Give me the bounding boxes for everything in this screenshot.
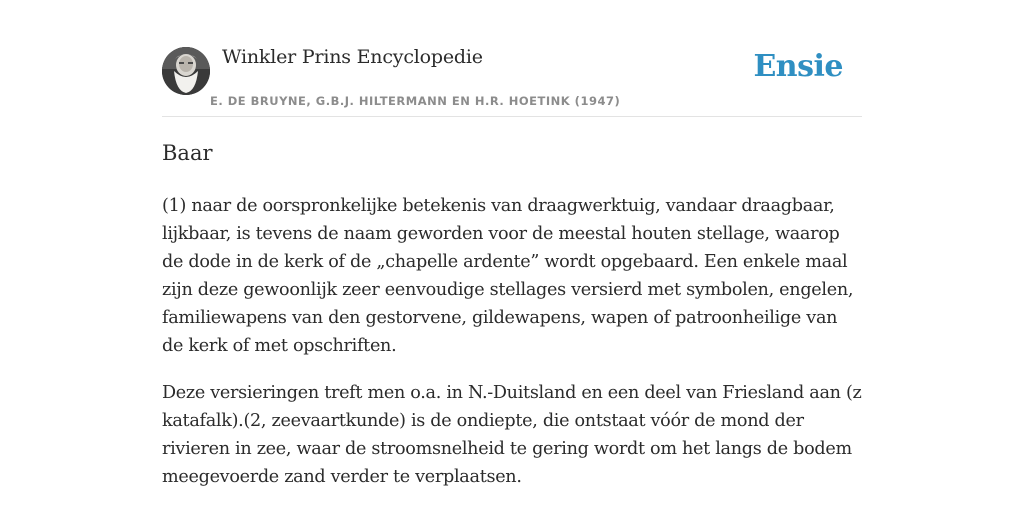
site-title[interactable]: Winkler Prins Encyclopedie xyxy=(222,46,483,68)
authors-line: E. DE BRUYNE, G.B.J. HILTERMANN EN H.R. HOETINK (1947) xyxy=(210,94,621,108)
article-paragraph: (1) naar de oorspronkelijke betekenis van draagwerktuig, vandaar draagbaar, lijkbaar, is tevens de naam geworden voor de meestal houten stellage, waarop de dode in de kerk of de „chapelle ardente” wordt opgebaard. Een enkele maal zijn deze gewoonlijk zeer eenvoudige stellages versierd met symbolen, engelen, familiewapens van den gestorvene, gildewapens, wapen of patroonheilige van de kerk of met opschriften. xyxy=(162,196,854,356)
article-title: Baar xyxy=(162,141,213,165)
article-paragraph: Deze versieringen treft men o.a. in N.-Duitsland en een deel van Friesland aan (z katafalk).(2, zeevaartkunde) is de ondiepte, die ontstaat vóór de mond der rivieren in zee, waar de stroomsnelheid te gering wordt om het langs de bodem meegevoerde zand verder te verplaatsen. xyxy=(162,383,862,487)
brand-logo[interactable]: Ensie xyxy=(753,49,843,84)
portrait-avatar-icon-svg xyxy=(162,47,210,95)
portrait-avatar-icon[interactable] xyxy=(162,47,210,95)
site-header xyxy=(162,44,862,117)
article-body xyxy=(162,192,862,510)
